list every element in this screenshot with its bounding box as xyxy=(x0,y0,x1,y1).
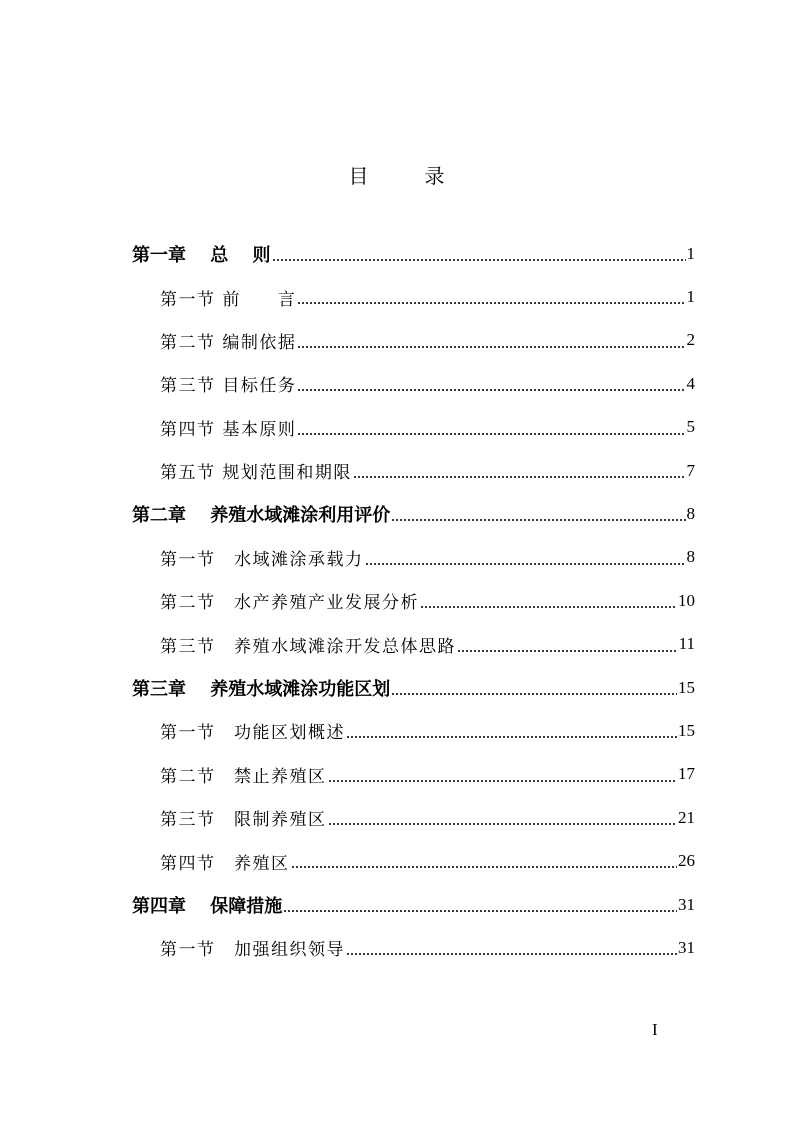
toc-entry-page: 11 xyxy=(678,634,695,654)
toc-entry-chapter xyxy=(0,232,793,275)
dot-leader xyxy=(297,418,685,436)
toc-entry-page: 5 xyxy=(686,417,695,437)
toc-entry-section xyxy=(0,796,793,839)
toc-entry-label: 第三节 养殖水域滩涂开发总体思路 xyxy=(160,636,456,657)
toc-entry-section xyxy=(0,709,793,752)
dot-leader xyxy=(297,287,685,305)
toc-entry-label: 第四章 保障措施 xyxy=(132,895,283,917)
dot-leader xyxy=(457,635,678,653)
toc-entry-section xyxy=(0,753,793,796)
toc-entry-label: 第三节 目标任务 xyxy=(160,376,297,397)
toc-entry-section xyxy=(0,926,793,969)
toc-entry-label: 第四节 基本原则 xyxy=(160,419,297,440)
toc-entry-section xyxy=(0,319,793,362)
dot-leader xyxy=(272,244,686,262)
toc-entry-label: 第二章 养殖水域滩涂利用评价 xyxy=(132,505,391,527)
toc-entry-section xyxy=(0,839,793,882)
dot-leader xyxy=(365,548,686,566)
toc-entry-section xyxy=(0,362,793,405)
toc-entry-label: 第二节 禁止养殖区 xyxy=(160,766,327,787)
toc-entry-page: 2 xyxy=(686,330,695,350)
toc-entry-section xyxy=(0,449,793,492)
toc-entry-page: 8 xyxy=(686,547,695,567)
toc-entry-label: 第二节 水产养殖产业发展分析 xyxy=(160,593,419,614)
toc-entry-page: 31 xyxy=(678,937,695,957)
toc-title: 目 录 xyxy=(348,164,463,188)
toc-entry-page: 4 xyxy=(686,373,695,393)
dot-leader xyxy=(328,765,678,783)
toc-entry-page: 15 xyxy=(678,720,695,740)
dot-leader xyxy=(391,678,677,696)
dot-leader xyxy=(353,461,686,479)
dot-leader xyxy=(328,808,678,826)
toc-entry-chapter xyxy=(0,883,793,926)
toc-entry-page: 8 xyxy=(686,504,695,524)
page-number: I xyxy=(652,1020,658,1039)
toc-entry-page: 1 xyxy=(686,287,695,307)
toc-entry-label: 第五节 规划范围和期限 xyxy=(160,463,352,484)
toc-entry-page: 26 xyxy=(678,851,695,871)
toc-entry-section xyxy=(0,275,793,318)
dot-leader xyxy=(420,591,677,609)
toc-entry-page: 1 xyxy=(686,243,695,263)
toc-entry-chapter xyxy=(0,492,793,535)
toc-entry-label: 第一节 水域滩涂承载力 xyxy=(160,549,364,570)
dot-leader xyxy=(297,331,685,349)
dot-leader xyxy=(346,938,677,956)
toc-list xyxy=(0,232,793,970)
toc-entry-label: 第三节 限制养殖区 xyxy=(160,810,327,831)
dot-leader xyxy=(346,721,677,739)
toc-entry-label: 第四节 养殖区 xyxy=(160,853,290,874)
dot-leader xyxy=(391,504,685,522)
toc-entry-chapter xyxy=(0,666,793,709)
dot-leader xyxy=(283,895,677,913)
dot-leader xyxy=(291,851,678,869)
toc-entry-label: 第一节 加强组织领导 xyxy=(160,940,345,961)
toc-entry-label: 第一章 总 则 xyxy=(132,244,271,266)
toc-entry-page: 17 xyxy=(678,764,695,784)
toc-entry-page: 10 xyxy=(678,590,695,610)
toc-entry-page: 7 xyxy=(686,460,695,480)
toc-entry-label: 第二节 编制依据 xyxy=(160,332,297,353)
toc-entry-page: 21 xyxy=(678,807,695,827)
toc-entry-page: 15 xyxy=(678,677,695,697)
dot-leader xyxy=(297,374,685,392)
toc-entry-section xyxy=(0,579,793,622)
toc-entry-label: 第一节 前 言 xyxy=(160,289,297,310)
toc-entry-page: 31 xyxy=(678,894,695,914)
toc-entry-label: 第一节 功能区划概述 xyxy=(160,723,345,744)
toc-entry-section xyxy=(0,536,793,579)
toc-entry-section xyxy=(0,623,793,666)
toc-entry-label: 第三章 养殖水域滩涂功能区划 xyxy=(132,678,391,700)
toc-entry-section xyxy=(0,406,793,449)
